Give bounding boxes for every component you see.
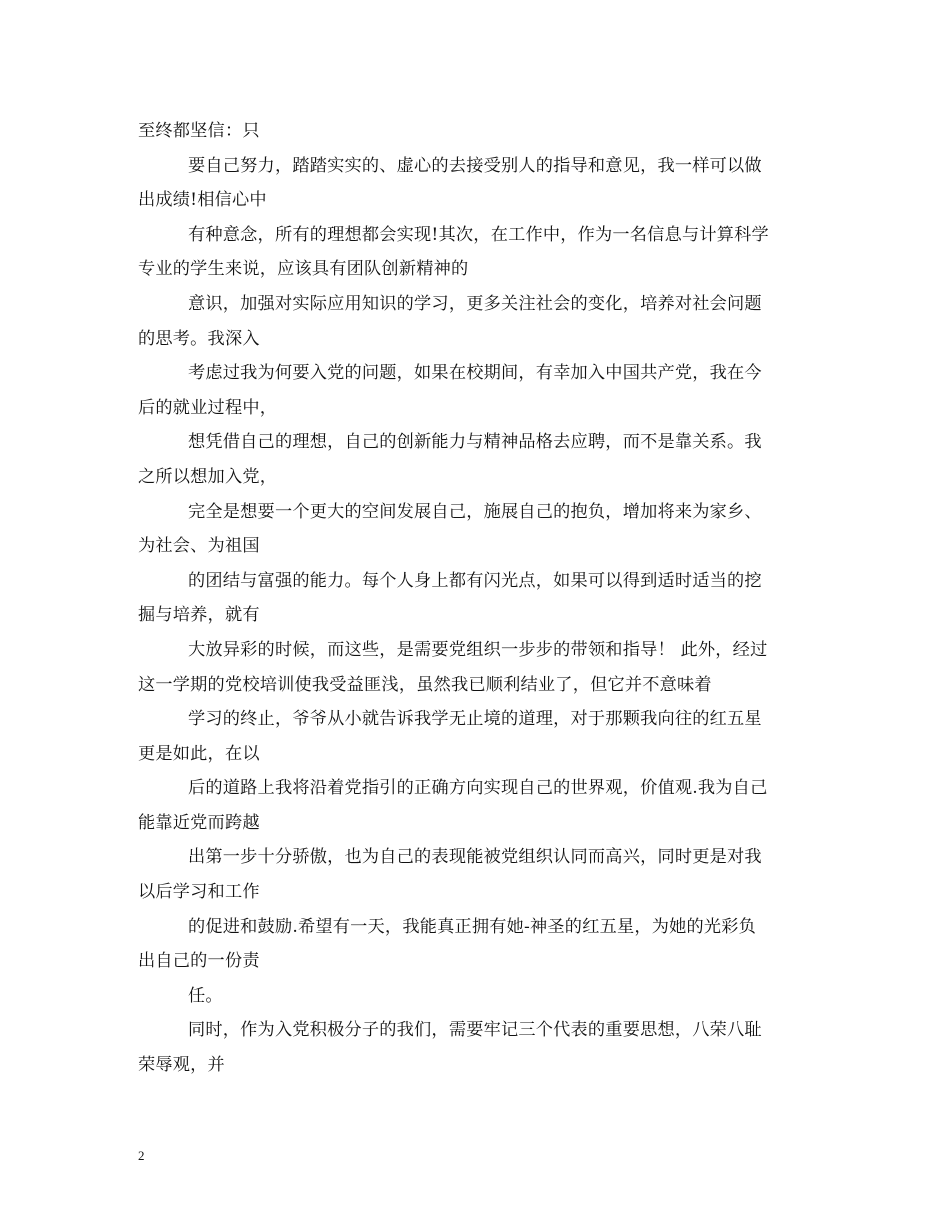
text-line: 这一学期的党校培训使我受益匪浅，虽然我已顺利结业了，但它并不意味着 [138,674,712,695]
text-line: 掘与培养，就有 [138,605,260,626]
page-number: 2 [138,1148,145,1163]
text-line: 至终都坚信：只 [138,121,260,141]
text-line: 的促进和鼓励.希望有一天，我能真正拥有她-神圣的红五星，为她的光彩负 [188,916,757,937]
text-line: 大放异彩的时候，而这些，是需要党组织一步步的带领和指导！ 此外，经过 [188,639,768,660]
text-line: 之所以想加入党， [138,466,278,487]
text-line: 专业的学生来说，应该具有团队创新精神的 [138,259,469,280]
text-line: 出第一步十分骄傲，也为自己的表现能被党组织认同而高兴，同时更是对我 [188,847,762,868]
text-line: 想凭借自己的理想，自己的创新能力与精神品格去应聘，而不是靠关系。我 [188,432,762,453]
text-line: 有种意念，所有的理想都会实现!其次，在工作中，作为一名信息与计算科学 [188,224,769,245]
text-line: 完全是想要一个更大的空间发展自己，施展自己的抱负，增加将来为家乡、 [188,501,762,522]
text-line: 能靠近党而跨越 [138,812,260,833]
text-line: 后的就业过程中， [138,397,278,418]
text-line: 要自己努力，踏踏实实的、虚心的去接受别人的指导和意见，我一样可以做 [188,155,762,176]
text-line: 出自己的一份责 [138,951,260,972]
text-line: 以后学习和工作 [138,882,260,903]
text-line: 考虑过我为何要入党的问题，如果在校期间，有幸加入中国共产党，我在今 [188,363,762,384]
text-line: 的思考。我深入 [138,328,260,349]
text-line: 的团结与富强的能力。每个人身上都有闪光点，如果可以得到适时适当的挖 [188,570,762,591]
text-line: 出成绩!相信心中 [138,190,267,211]
text-line: 荣辱观，并 [138,1055,225,1076]
text-line: 意识，加强对实际应用知识的学习，更多关注社会的变化，培养对社会问题 [188,293,762,314]
text-line: 同时，作为入党积极分子的我们，需要牢记三个代表的重要思想，八荣八耻 [188,1020,762,1041]
text-line: 任。 [188,985,223,1006]
text-line: 学习的终止，爷爷从小就告诉我学无止境的道理，对于那颗我向往的红五星 [188,709,762,730]
text-line: 更是如此，在以 [138,743,260,764]
body-text [138,114,813,1083]
text-line: 后的道路上我将沿着党指引的正确方向实现自己的世界观，价值观.我为自己 [188,778,768,799]
text-line: 为社会、为祖国 [138,536,260,557]
